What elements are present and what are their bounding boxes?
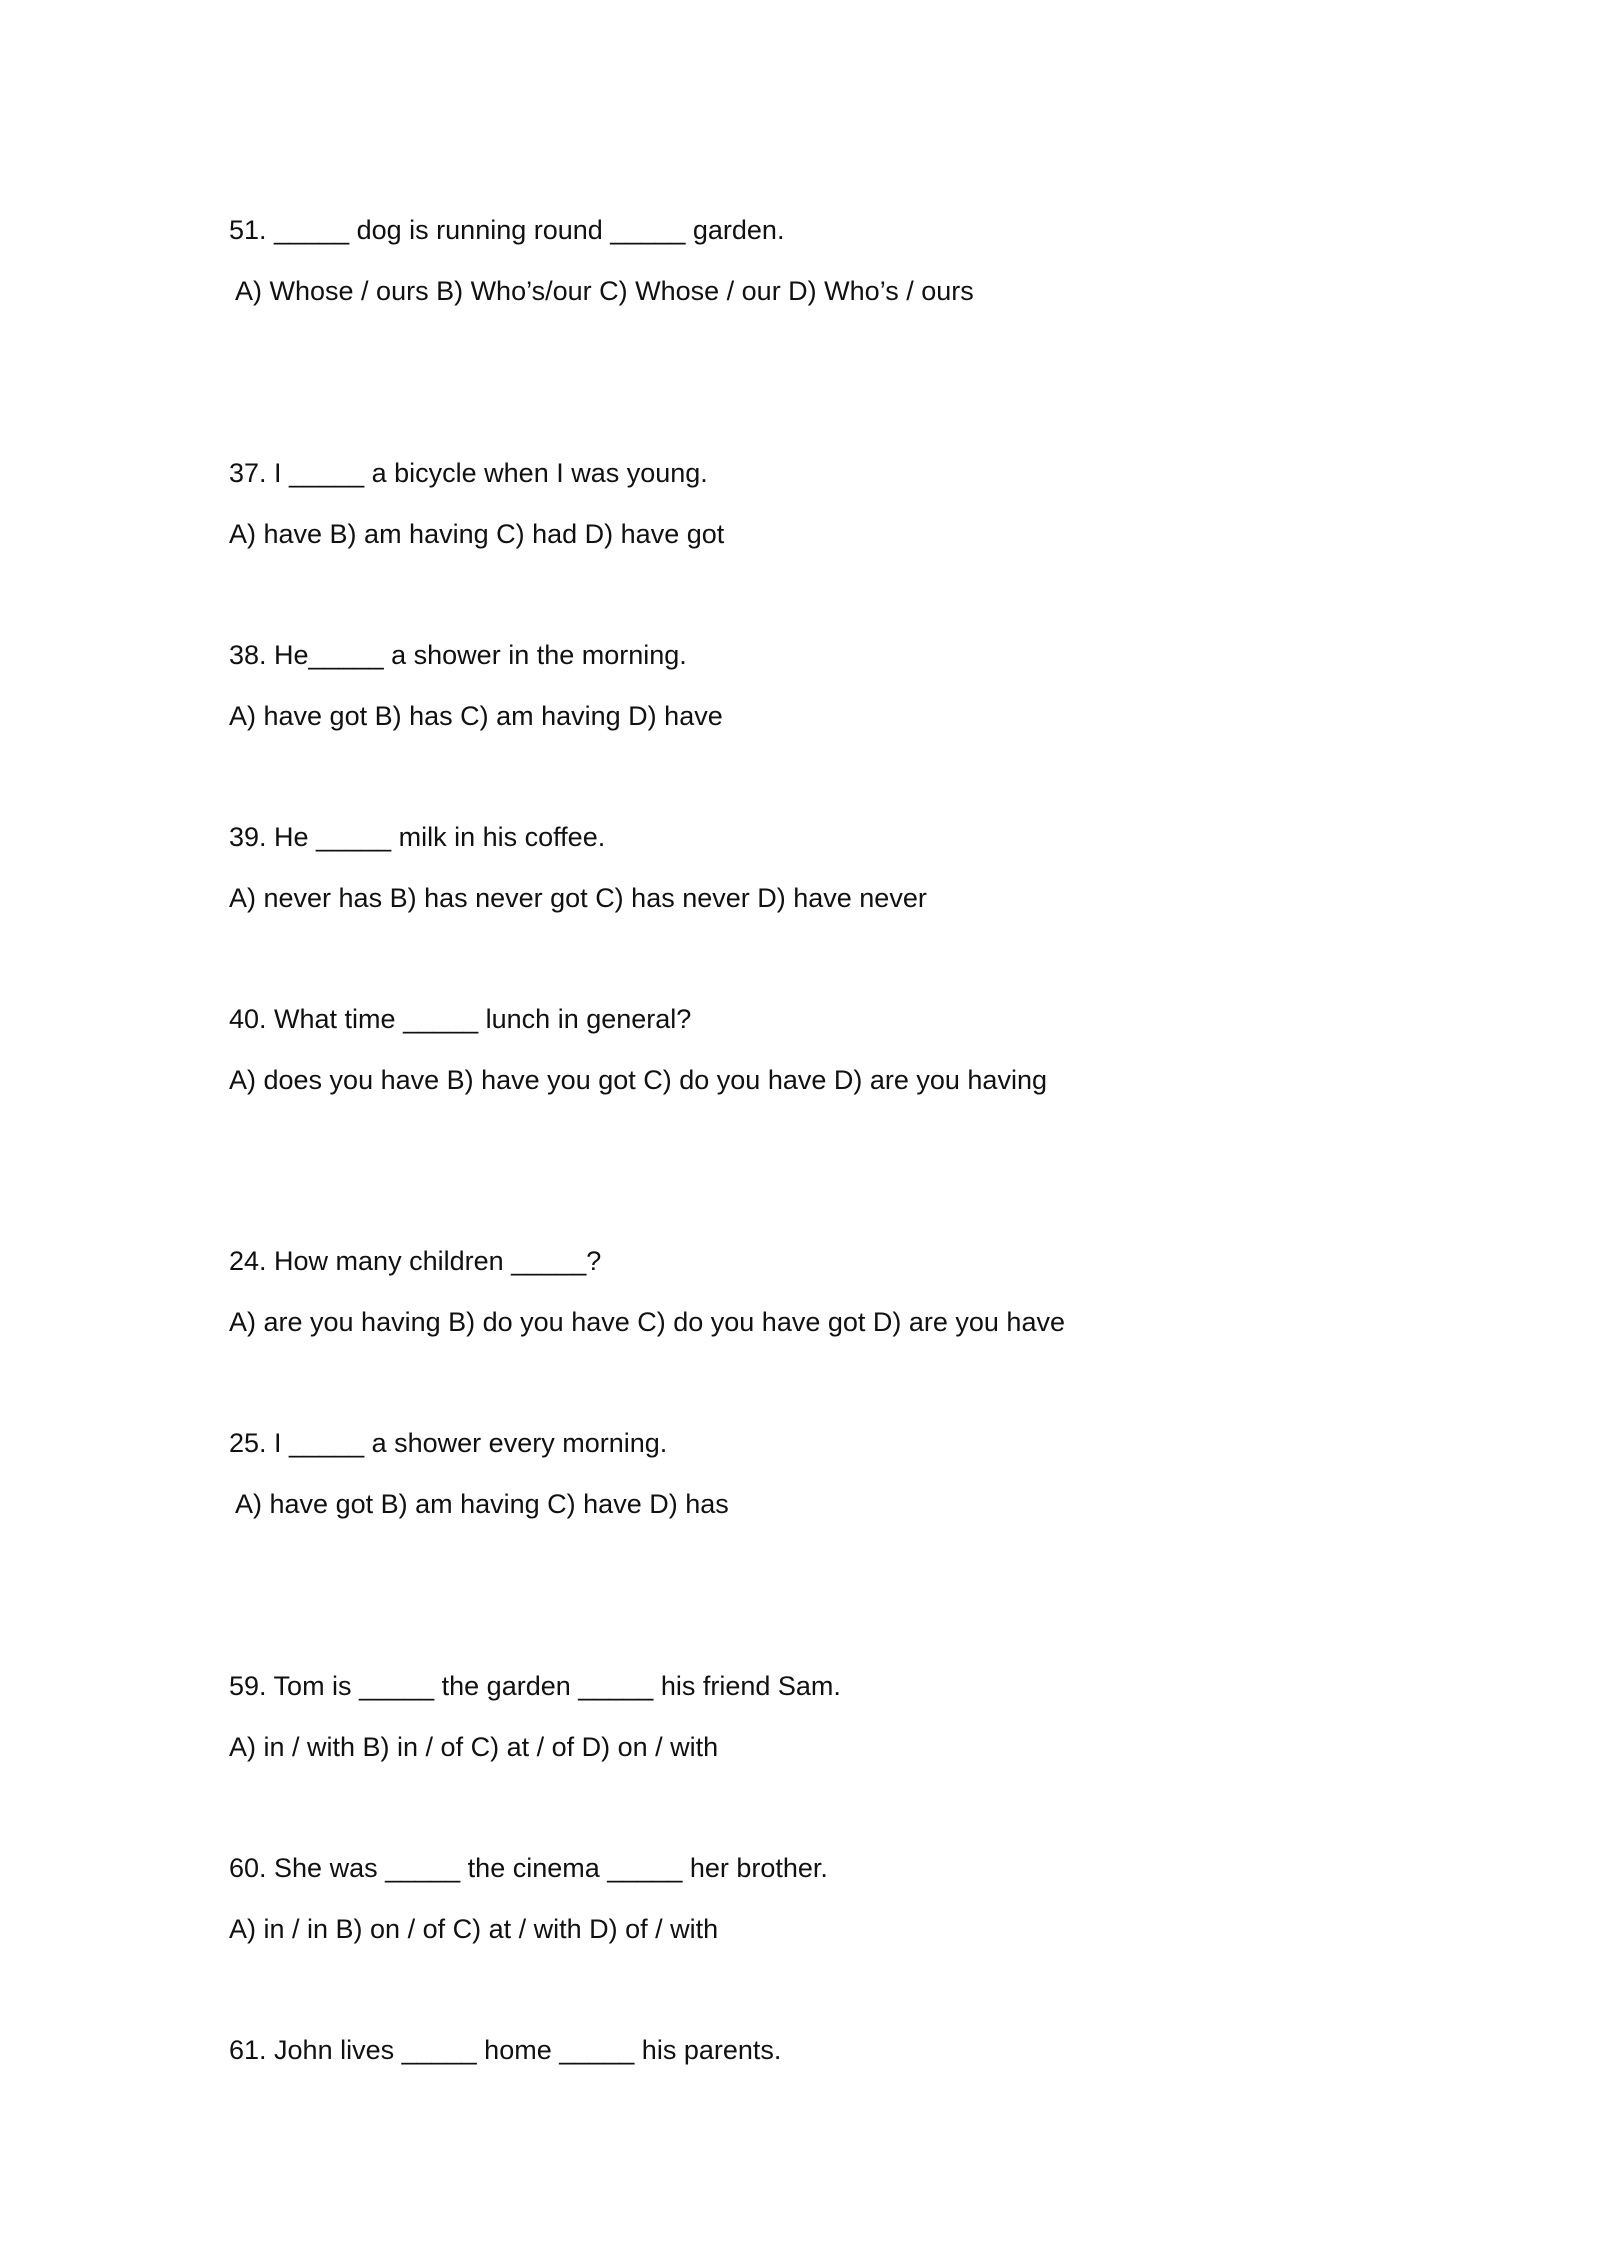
question-60: 60. She was _____ the cinema _____ her brother. <box>229 1853 828 1883</box>
options-25: A) have got B) am having C) have D) has <box>229 1489 729 1519</box>
question-24: 24. How many children _____? <box>229 1246 602 1276</box>
options-24: A) are you having B) do you have C) do you have got D) are you have <box>229 1307 1065 1337</box>
options-60: A) in / in B) on / of C) at / with D) of / with <box>229 1914 719 1944</box>
question-37: 37. I _____ a bicycle when I was young. <box>229 458 708 488</box>
question-40: 40. What time _____ lunch in general? <box>229 1004 692 1034</box>
question-38: 38. He_____ a shower in the morning. <box>229 640 687 670</box>
options-37: A) have B) am having C) had D) have got <box>229 519 725 549</box>
options-59: A) in / with B) in / of C) at / of D) on / with <box>229 1732 719 1762</box>
question-59: 59. Tom is _____ the garden _____ his friend Sam. <box>229 1671 841 1701</box>
options-40: A) does you have B) have you got C) do you have D) are you having <box>229 1065 1047 1095</box>
question-51: 51. _____ dog is running round _____ garden. <box>229 215 785 245</box>
question-25: 25. I _____ a shower every morning. <box>229 1428 668 1458</box>
question-61: 61. John lives _____ home _____ his parents. <box>229 2035 782 2065</box>
question-39: 39. He _____ milk in his coffee. <box>229 822 606 852</box>
options-38: A) have got B) has C) am having D) have <box>229 701 723 731</box>
options-51: A) Whose / ours B) Who’s/our C) Whose / our D) Who’s / ours <box>229 276 974 306</box>
options-39: A) never has B) has never got C) has never D) have never <box>229 883 927 913</box>
